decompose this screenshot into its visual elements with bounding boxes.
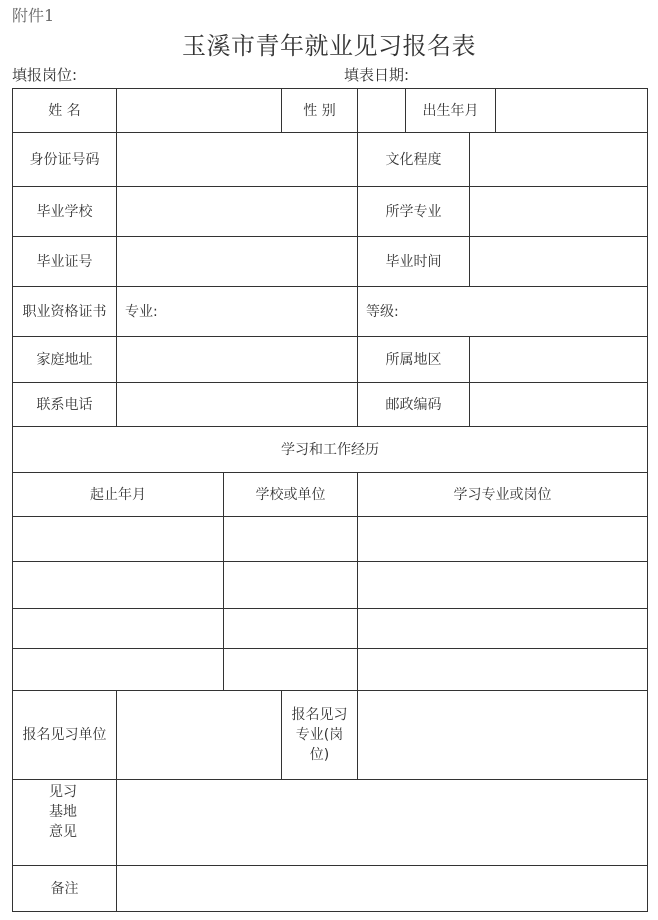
row-remarks: [13, 866, 648, 912]
region-field[interactable]: [470, 337, 648, 383]
school-label: 毕业学校: [13, 187, 117, 237]
graduation-time-label: 毕业时间: [358, 237, 470, 287]
form-title: 玉溪市青年就业见习报名表: [182, 32, 476, 60]
row-qualification: [13, 287, 648, 337]
gender-label: 性 别: [282, 89, 358, 133]
postcode-field[interactable]: [470, 383, 648, 427]
history-period-cell[interactable]: [13, 562, 224, 609]
intern-unit-field[interactable]: [117, 691, 282, 780]
education-label: 文化程度: [358, 133, 470, 187]
history-org-cell[interactable]: [224, 517, 358, 562]
region-label: 所属地区: [358, 337, 470, 383]
school-field[interactable]: [117, 187, 358, 237]
diploma-number-field[interactable]: [117, 237, 358, 287]
history-row: [13, 517, 648, 562]
phone-label: 联系电话: [13, 383, 117, 427]
row-history-title: [13, 427, 648, 473]
intern-major-label: [282, 691, 358, 780]
id-number-field[interactable]: [117, 133, 358, 187]
postcode-label: 邮政编码: [358, 383, 470, 427]
intern-unit-label: 报名见习单位: [13, 691, 117, 780]
position-column-header: 学习专业或岗位: [358, 473, 648, 517]
history-period-cell[interactable]: [13, 517, 224, 562]
history-row: [13, 609, 648, 649]
intern-major-label-line: 报名见习: [291, 707, 348, 723]
remarks-label: 备注: [13, 866, 117, 912]
history-position-cell[interactable]: [358, 609, 648, 649]
name-field[interactable]: [117, 89, 282, 133]
org-column-header: 学校或单位: [224, 473, 358, 517]
row-intern-application: [13, 691, 648, 780]
name-label: 姓 名: [13, 89, 117, 133]
history-row: [13, 562, 648, 609]
history-section-title: 学习和工作经历: [13, 427, 648, 473]
level-label: 等级:: [366, 303, 399, 320]
specialty-field[interactable]: [117, 287, 358, 337]
post-label: 填报岗位:: [12, 66, 78, 84]
date-label: 填表日期:: [344, 66, 410, 84]
address-label: 家庭地址: [13, 337, 117, 383]
history-position-cell[interactable]: [358, 517, 648, 562]
row-basic-info: [13, 89, 648, 133]
history-org-cell[interactable]: [224, 562, 358, 609]
history-row: [13, 649, 648, 691]
row-school: [13, 187, 648, 237]
base-opinion-label-line: 基地: [49, 804, 77, 820]
row-phone: [13, 383, 648, 427]
row-history-header: [13, 473, 648, 517]
history-position-cell[interactable]: [358, 649, 648, 691]
gender-field[interactable]: [358, 89, 406, 133]
base-opinion-field[interactable]: [117, 780, 648, 866]
education-field[interactable]: [470, 133, 648, 187]
row-address: [13, 337, 648, 383]
row-base-opinion: [13, 780, 648, 866]
history-position-cell[interactable]: [358, 562, 648, 609]
address-field[interactable]: [117, 337, 358, 383]
major-label: 所学专业: [358, 187, 470, 237]
qualification-label: 职业资格证书: [13, 287, 117, 337]
base-opinion-label-line: 意见: [49, 824, 77, 840]
diploma-number-label: 毕业证号: [13, 237, 117, 287]
history-period-cell[interactable]: [13, 649, 224, 691]
major-field[interactable]: [470, 187, 648, 237]
base-opinion-label-line: 见习: [49, 784, 77, 800]
attachment-label: 附件1: [12, 6, 55, 25]
registration-form-table: [12, 88, 648, 912]
remarks-field[interactable]: [117, 866, 648, 912]
phone-field[interactable]: [117, 383, 358, 427]
row-diploma: [13, 237, 648, 287]
birth-field[interactable]: [496, 89, 648, 133]
period-column-header: 起止年月: [13, 473, 224, 517]
base-opinion-label: [13, 780, 117, 866]
intern-major-field[interactable]: [358, 691, 648, 780]
history-org-cell[interactable]: [224, 649, 358, 691]
specialty-label: 专业:: [125, 303, 158, 320]
history-period-cell[interactable]: [13, 609, 224, 649]
level-field[interactable]: [358, 287, 648, 337]
id-number-label: 身份证号码: [13, 133, 117, 187]
graduation-time-field[interactable]: [470, 237, 648, 287]
intern-major-label-line: 位): [309, 747, 330, 763]
row-id: [13, 133, 648, 187]
history-org-cell[interactable]: [224, 609, 358, 649]
intern-major-label-line: 专业(岗: [295, 727, 344, 743]
birth-label: 出生年月: [406, 89, 496, 133]
